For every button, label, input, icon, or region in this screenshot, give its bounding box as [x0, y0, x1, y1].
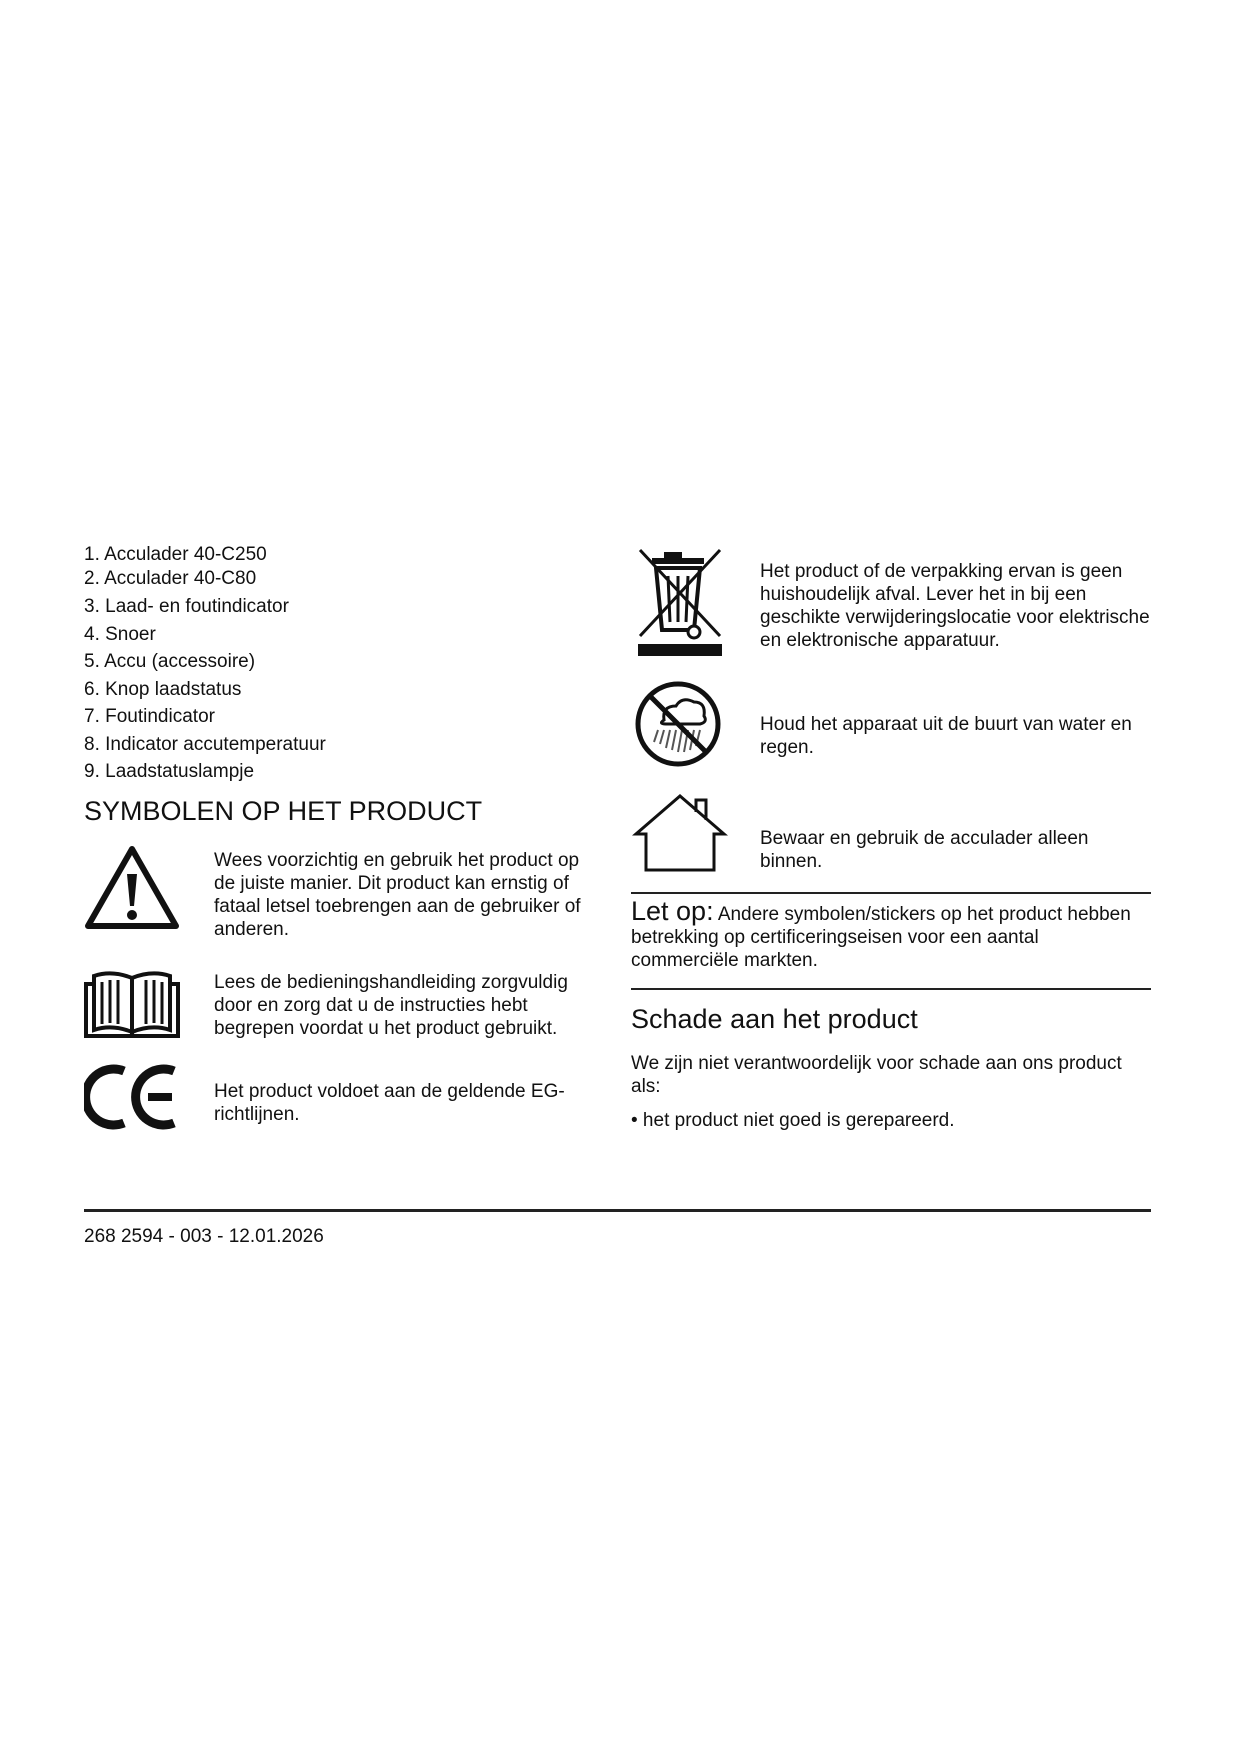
symbol-description: Het product voldoet aan de geldende EG-richtlijnen.	[214, 1081, 565, 1125]
list-item: 1. Acculader 40-C250	[84, 544, 267, 565]
damage-bullet: • het product niet goed is gerepareerd.	[631, 1110, 955, 1131]
no-rain-icon	[634, 680, 722, 768]
symbol-description: Houd het apparaat uit de buurt van water en regen.	[760, 714, 1132, 758]
divider	[631, 892, 1151, 894]
list-item: 8. Indicator accutemperatuur	[84, 734, 326, 755]
crossed-out-wheelie-bin-icon	[636, 546, 724, 658]
damage-intro: We zijn niet verantwoordelijk voor schade aan ons product als:	[631, 1053, 1122, 1097]
note-label: Let op:	[631, 896, 714, 926]
warning-triangle-icon	[84, 844, 180, 932]
list-item: 9. Laadstatuslampje	[84, 761, 255, 782]
divider	[631, 988, 1151, 990]
symbol-description: Wees voorzichtig en gebruik het product op de juiste manier. Dit product kan ernstig of fataal letsel toebrengen aan de gebruiker of anderen.	[214, 850, 581, 940]
list-item: 7. Foutindicator	[84, 706, 215, 727]
note-text: Andere symbolen/stickers op het product hebben betrekking op certificeringseisen voor een aantal commerciële markten.	[631, 904, 1131, 971]
house-indoor-icon	[632, 792, 728, 872]
document-reference: 268 2594 - 003 - 12.01.2026	[84, 1226, 324, 1247]
list-item: 3. Laad- en foutindicator	[84, 596, 289, 617]
list-item: 2. Acculader 40-C80	[84, 568, 257, 589]
footer-divider	[84, 1209, 1151, 1212]
open-book-icon	[84, 966, 180, 1038]
note-block	[631, 896, 1151, 972]
symbol-description: Het product of de verpakking ervan is geen huishoudelijk afval. Lever het in bij een geschikte verwijderingslocatie voor elektrische en elektronische apparatuur.	[760, 561, 1150, 651]
section-heading: Schade aan het product	[631, 1004, 918, 1034]
section-heading: SYMBOLEN OP HET PRODUCT	[84, 796, 483, 826]
list-item: 6. Knop laadstatus	[84, 679, 242, 700]
list-item: 4. Snoer	[84, 624, 156, 645]
symbol-description: Bewaar en gebruik de acculader alleen binnen.	[760, 828, 1089, 872]
symbol-description: Lees de bedieningshandleiding zorgvuldig door en zorg dat u de instructies hebt begrepen voordat u het product gebruikt.	[214, 972, 568, 1039]
list-item: 5. Accu (accessoire)	[84, 651, 256, 672]
ce-mark-icon	[84, 1063, 180, 1131]
parts-list	[84, 544, 504, 784]
